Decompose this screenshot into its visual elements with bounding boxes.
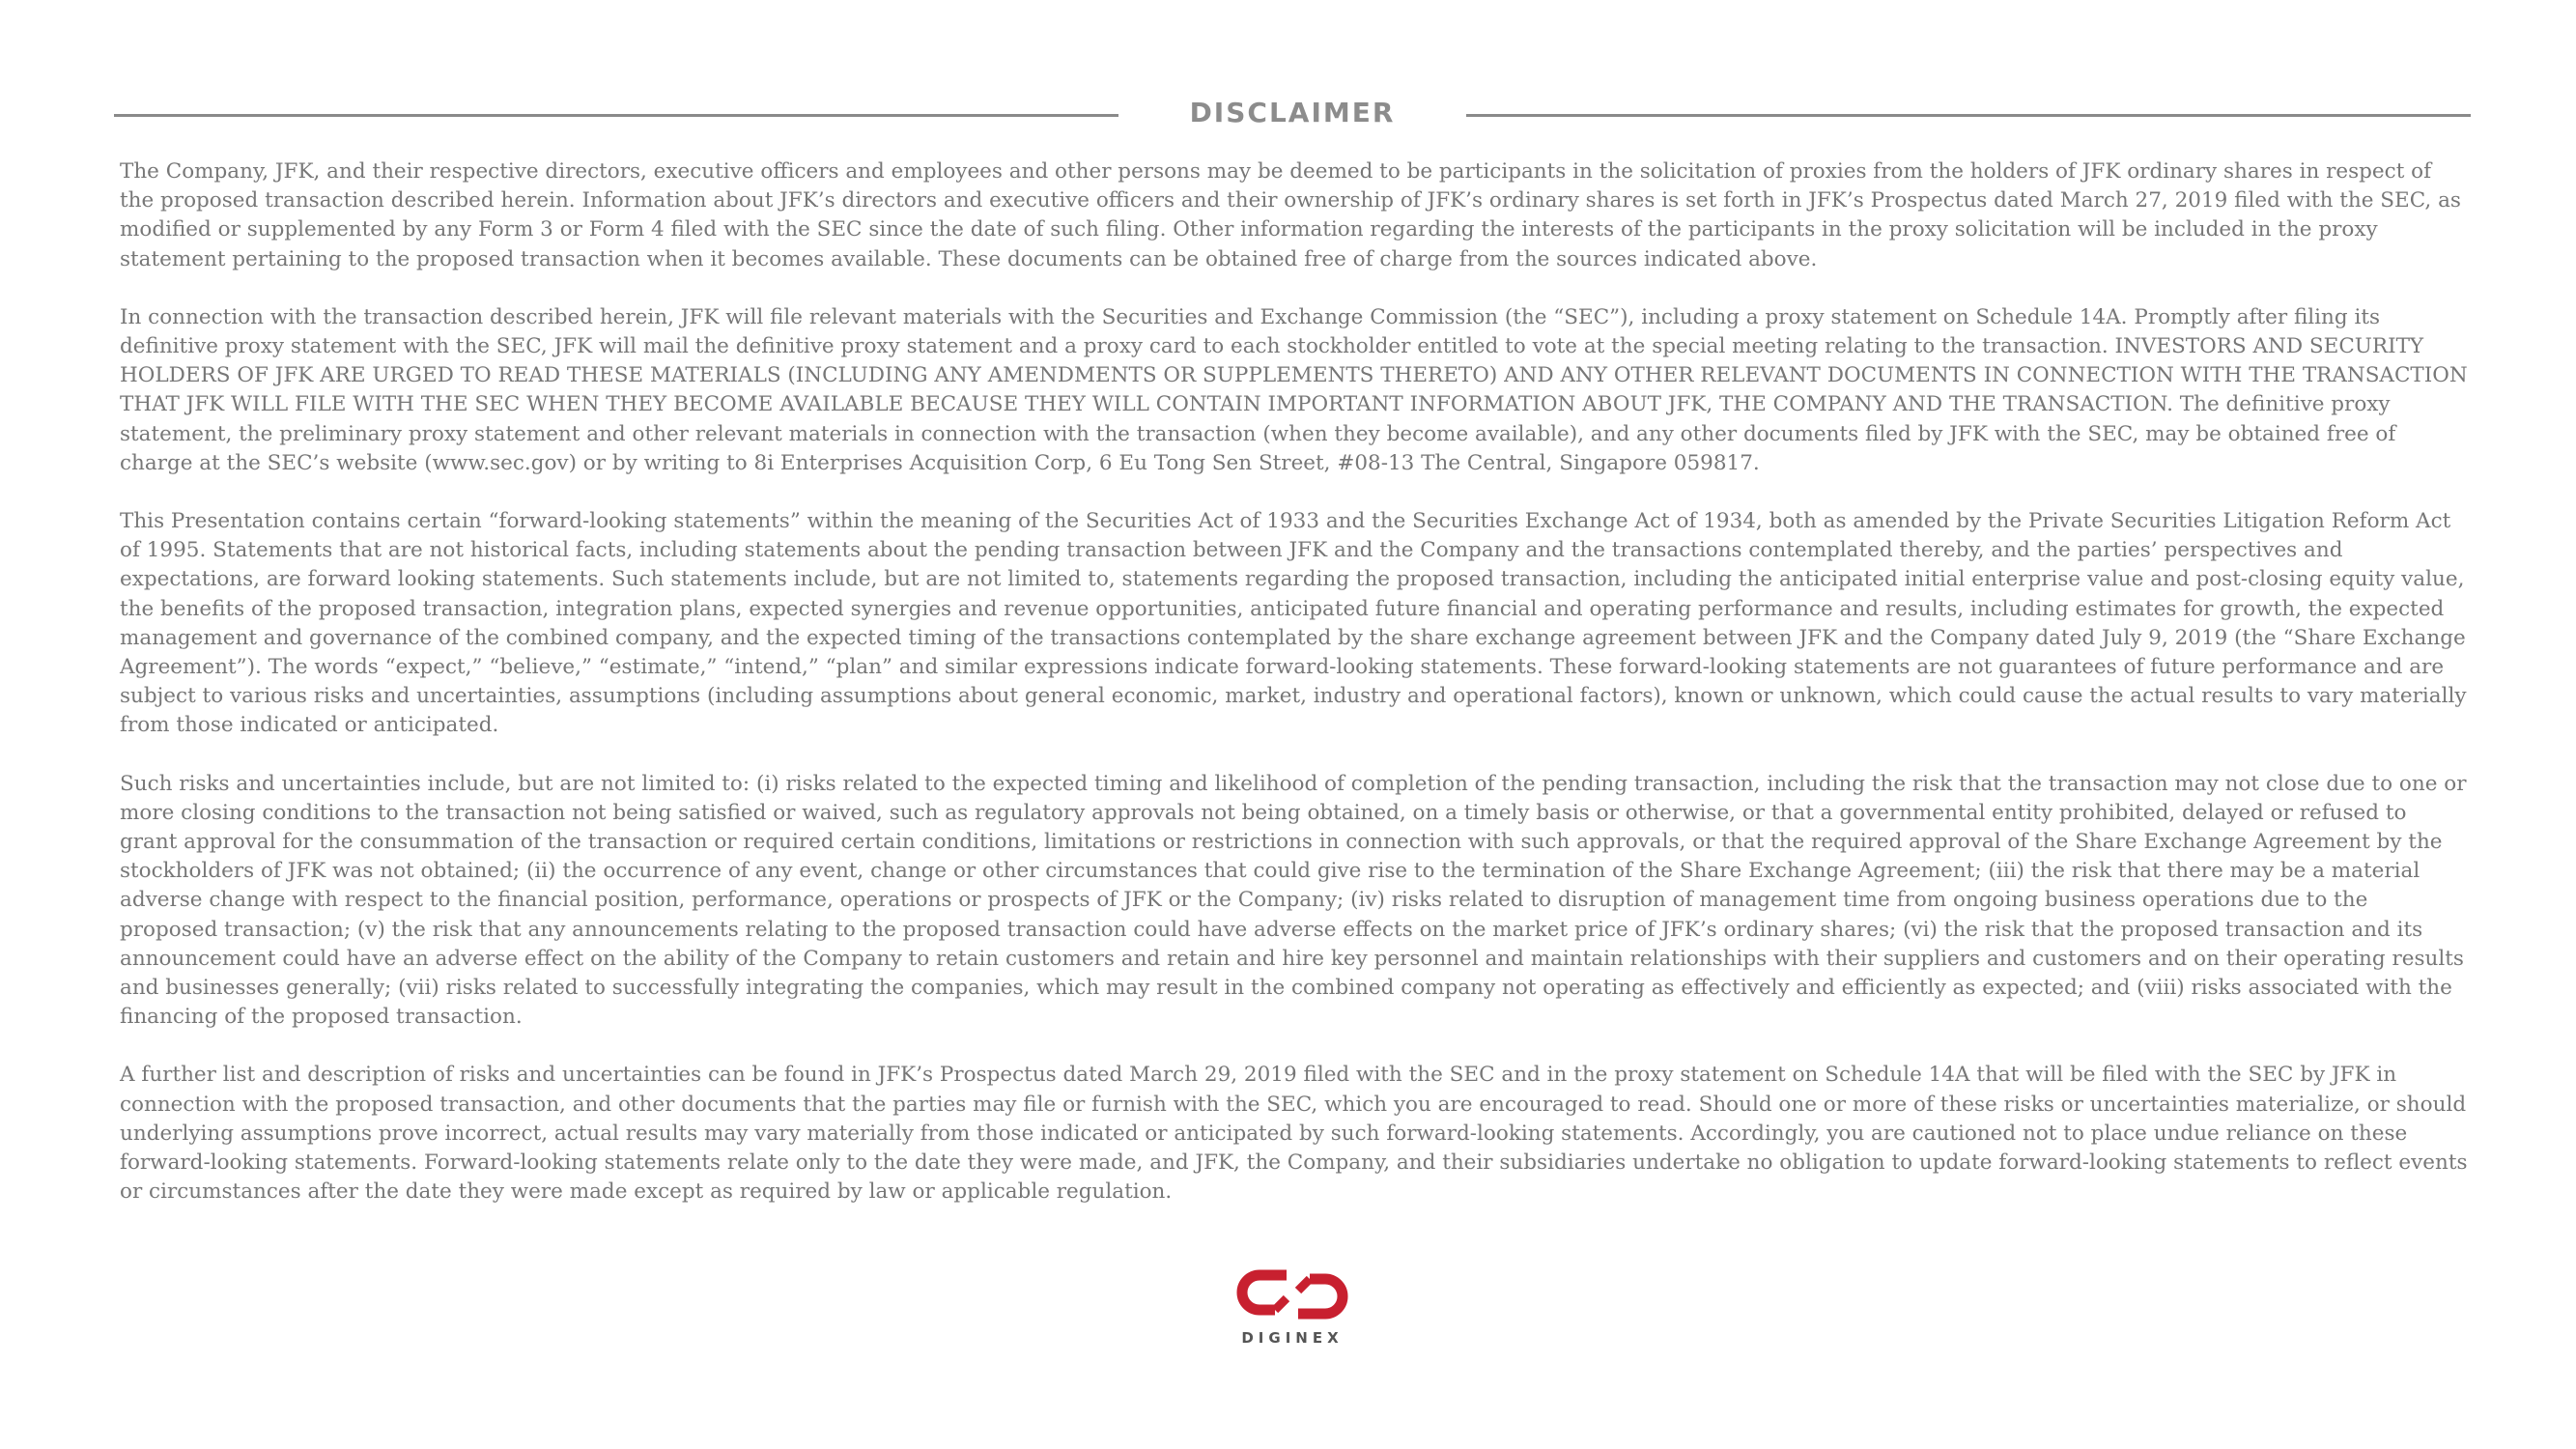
chain-link-logo-icon bbox=[1236, 1267, 1348, 1321]
header-rule-right bbox=[1466, 114, 2471, 117]
diginex-logo bbox=[1234, 1267, 1350, 1374]
paragraph-further-risks: A further list and description of risks and uncertainties can be found in JFK’s Prospectus dated March 29, 2019 filed with the SEC and in the proxy statement on Schedule 14A that will be filed with the SEC by JFK in connection with the proposed transaction, and other documents that the parties may file or furnish with the SEC, which you are encouraged to read. Should one or more of these risks or uncertainties materialize, or should underlying assumptions prove incorrect, actual results may vary materially from those indicated or anticipated by such forward-looking statements. Accordingly, you are cautioned not to place undue reliance on these forward-looking statements. Forward-looking statements relate only to the date they were made, and JFK, the Company, and their subsidiaries undertake no obligation to update forward-looking statements to reflect events or circumstances after the date they were made except as required by law or applicable regulation. bbox=[120, 1063, 2468, 1205]
header-rule-left bbox=[114, 114, 1118, 117]
paragraph-sec-filings: In connection with the transaction described herein, JFK will file relevant materials with the Securities and Exchange Commission (the “SEC”), including a proxy statement on Schedule 14A. Promptly after filing its definitive proxy statement with the SEC, JFK will mail the definitive proxy statement and a proxy card to each stockholder entitled to vote at the special meeting relating to the transaction. INVESTORS AND SECURITY HOLDERS OF JFK ARE URGED TO READ THESE MATERIALS (INCLUDING ANY AMENDMENTS OR SUPPLEMENTS THERETO) AND ANY OTHER RELEVANT DOCUMENTS IN CONNECTION WITH THE TRANSACTION THAT JFK WILL FILE WITH THE SEC WHEN THEY BECOME AVAILABLE BECAUSE THEY WILL CONTAIN IMPORTANT INFORMATION ABOUT JFK, THE COMPANY AND THE TRANSACTION. The definitive proxy statement, the preliminary proxy statement and other relevant materials in connection with the transaction (when they become available), and any other documents filed by JFK with the SEC, may be obtained free of charge at the SEC’s website (www.sec.gov) or by writing to 8i Enterprises Acquisition Corp, 6 Eu Tong Sen Street, #08-13 The Central, Singapore 059817. bbox=[120, 304, 2468, 475]
logo-wordmark: DIGINEX bbox=[1241, 1329, 1344, 1347]
disclaimer-body bbox=[120, 157, 2469, 1236]
paragraph-forward-looking: This Presentation contains certain “forward-looking statements” within the meaning of the Securities Act of 1933 and the Securities Exchange Act of 1934, both as amended by the Private Securities Litigation Reform Act of 1995. Statements that are not historical facts, including statements about the pending transaction between JFK and the Company and the transactions contemplated thereby, and the parties’ perspectives and expectations, are forward looking statements. Such statements include, but are not limited to, statements regarding the proposed transaction, including the anticipated initial enterprise value and post-closing equity value, the benefits of the proposed transaction, integration plans, expected synergies and revenue opportunities, anticipated future financial and operating performance and results, including estimates for growth, the expected management and governance of the combined company, and the expected timing of the transactions contemplated by the share exchange agreement between JFK and the Company dated July 9, 2019 (the “Share Exchange Agreement”). The words “expect,” “believe,” “estimate,” “intend,” “plan” and similar expressions indicate forward-looking statements. These forward-looking statements are not guarantees of future performance and are subject to various risks and uncertainties, assumptions (including assumptions about general economic, market, industry and operational factors), known or unknown, which could cause the actual results to vary materially from those indicated or anticipated. bbox=[120, 509, 2467, 738]
paragraph-risks: Such risks and uncertainties include, but are not limited to: (i) risks related to the expected timing and likelihood of completion of the pending transaction, including the risk that the transaction may not close due to one or more closing conditions to the transaction not being satisfied or waived, such as regulatory approvals not being obtained, on a timely basis or otherwise, or that a governmental entity prohibited, delayed or refused to grant approval for the consummation of the transaction or required certain conditions, limitations or restrictions in connection with such approvals, or that the required approval of the Share Exchange Agreement by the stockholders of JFK was not obtained; (ii) the occurrence of any event, change or other circumstances that could give rise to the termination of the Share Exchange Agreement; (iii) the risk that there may be a material adverse change with respect to the financial position, performance, operations or prospects of JFK or the Company; (iv) risks related to disruption of management time from ongoing business operations due to the proposed transaction; (v) the risk that any announcements relating to the proposed transaction could have adverse effects on the market price of JFK’s ordinary shares; (vi) the risk that the proposed transaction and its announcement could have an adverse effect on the ability of the Company to retain customers and retain and hire key personnel and maintain relationships with their suppliers and customers and on their operating results and businesses generally; (vii) risks related to successfully integrating the companies, which may result in the combined company not operating as effectively and efficiently as expected; and (viii) risks associated with the financing of the proposed transaction. bbox=[120, 771, 2467, 1030]
page-title: DISCLAIMER bbox=[1189, 97, 1396, 128]
paragraph-participants: The Company, JFK, and their respective directors, executive officers and employees and other persons may be deemed to be participants in the solicitation of proxies from the holders of JFK ordinary shares in respect of the proposed transaction described herein. Information about JFK’s directors and executive officers and their ownership of JFK’s ordinary shares is set forth in JFK’s Prospectus dated March 27, 2019 filed with the SEC, as modified or supplemented by any Form 3 or Form 4 filed with the SEC since the date of such filing. Other information regarding the interests of the participants in the proxy solicitation will be included in the proxy statement pertaining to the proposed transaction when it becomes available. These documents can be obtained free of charge from the sources indicated above. bbox=[120, 159, 2461, 271]
disclaimer-header bbox=[114, 93, 2471, 141]
